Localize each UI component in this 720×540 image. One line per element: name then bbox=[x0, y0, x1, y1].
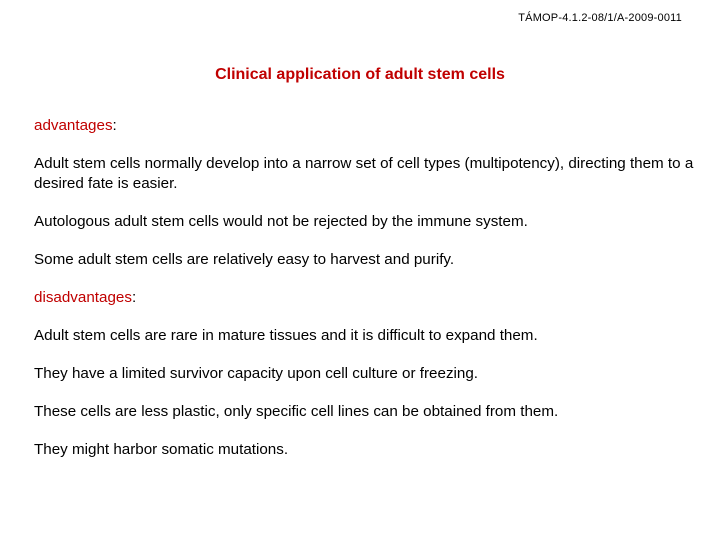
slide-title: Clinical application of adult stem cells bbox=[215, 66, 505, 83]
disadvantage-item: They have a limited survivor capacity upon cell culture or freezing. bbox=[34, 365, 479, 382]
disadvantages-heading-colon: : bbox=[131, 289, 137, 306]
slide-content bbox=[34, 116, 694, 478]
advantages-heading-colon: : bbox=[112, 117, 117, 134]
disadvantages-heading-word: disadvantages bbox=[34, 289, 132, 306]
advantages-heading bbox=[34, 116, 694, 136]
disadvantage-item: Adult stem cells are rare in mature tissues and it is difficult to expand them. bbox=[34, 327, 538, 344]
advantage-item: Adult stem cells normally develop into a narrow set of cell types (multipotency), directing them to a desired fate is easier. bbox=[34, 155, 694, 192]
disadvantages-section bbox=[34, 288, 694, 460]
advantages-section bbox=[34, 116, 694, 270]
advantages-heading-word: advantages bbox=[34, 117, 113, 134]
disadvantage-item: They might harbor somatic mutations. bbox=[34, 441, 289, 458]
disadvantage-item: These cells are less plastic, only specific cell lines can be obtained from them. bbox=[34, 403, 559, 420]
advantage-item: Some adult stem cells are relatively easy to harvest and purify. bbox=[34, 251, 455, 268]
disadvantages-heading bbox=[34, 288, 694, 308]
project-code: TÁMOP-4.1.2-08/1/A-2009-0011 bbox=[518, 12, 682, 24]
advantage-item: Autologous adult stem cells would not be rejected by the immune system. bbox=[34, 213, 528, 230]
